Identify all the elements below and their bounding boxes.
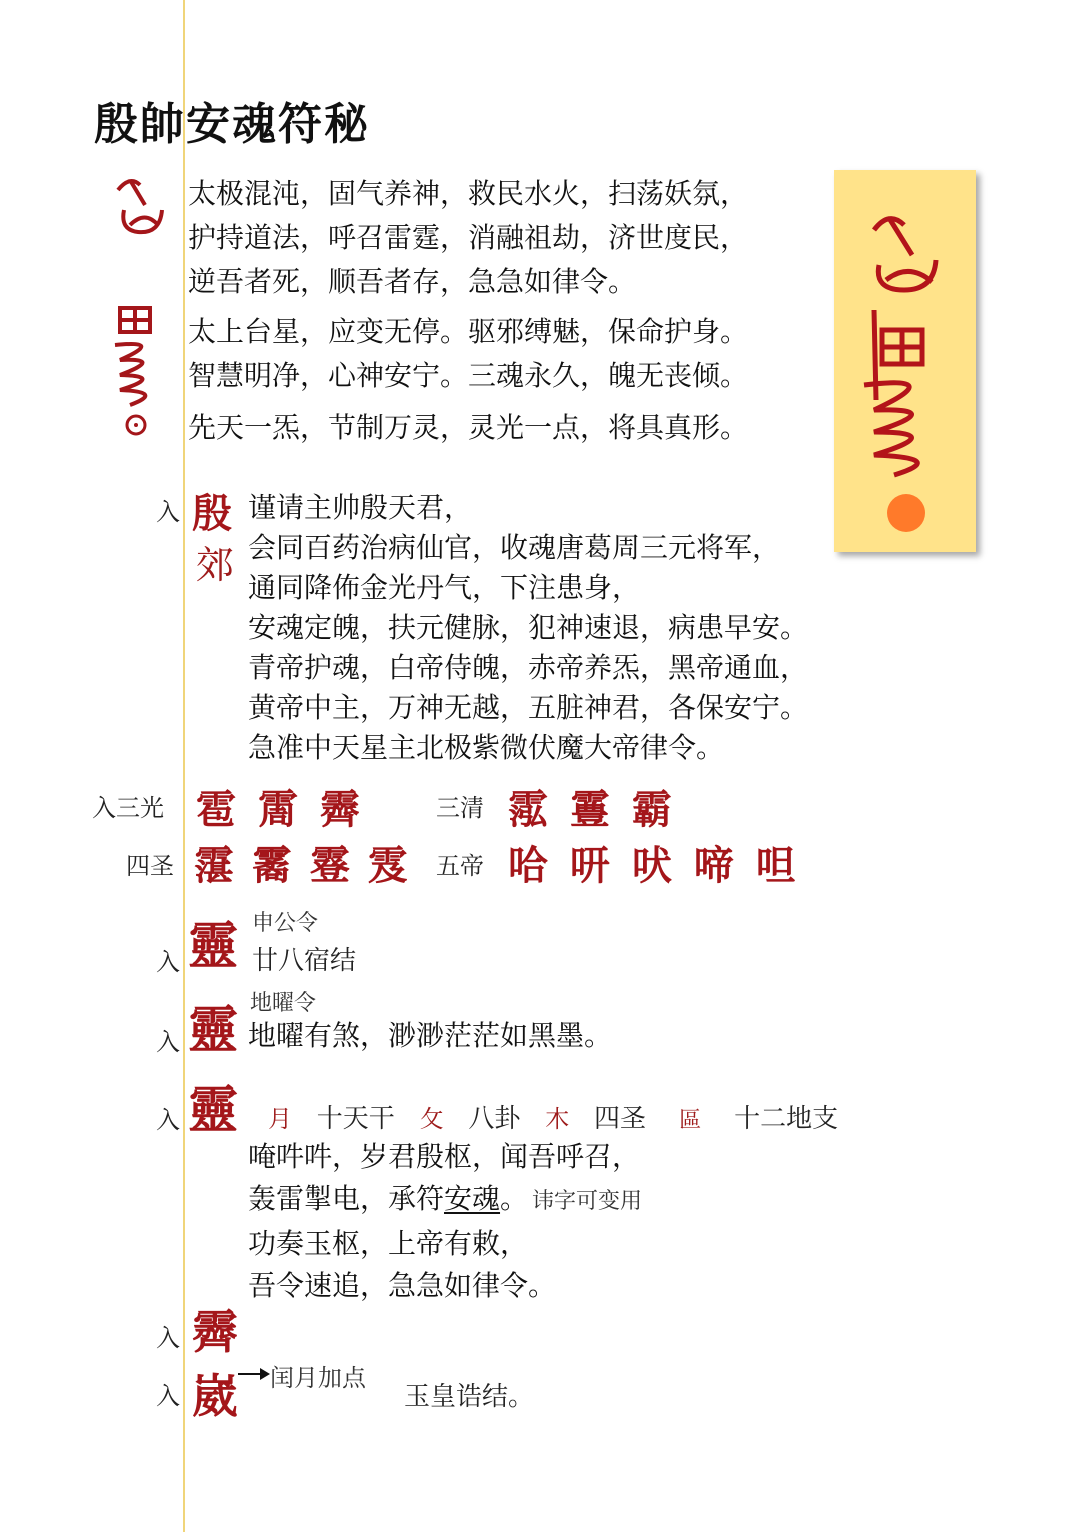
margin-line <box>183 0 185 1532</box>
third-line-2-post: 。 <box>500 1182 529 1215</box>
arrow-right-icon <box>238 1366 272 1382</box>
third-text <box>248 1136 642 1307</box>
sanqing-label: 三清 <box>436 794 484 822</box>
sanguang-label: 入三光 <box>92 794 164 822</box>
talisman-glyph-top-icon <box>110 170 170 250</box>
ru-marker: 入 <box>156 1106 180 1134</box>
shierdizhi-label: 十二地支 <box>734 1104 839 1134</box>
hui-note: 讳字可变用 <box>532 1189 643 1214</box>
ru-marker: 入 <box>156 498 180 526</box>
anhun-underlined: 安魂 <box>444 1182 501 1215</box>
verse-line: 太上台星，应变无停。驱邪缚魅，保命护身。 <box>188 315 749 348</box>
talisman-glyph-middle-icon <box>110 290 170 440</box>
verse-line: 智慧明净，心神安宁。三魂永久，魄无丧倾。 <box>188 359 749 392</box>
ru-marker: 入 <box>156 1028 180 1056</box>
page-title: 殷帥安魂符秘 <box>94 99 370 150</box>
wudi-label: 五帝 <box>436 852 484 880</box>
diyao-note: 地曜令 <box>250 991 317 1016</box>
seal-bottom-2: 崴 <box>192 1369 238 1423</box>
verse-block-2 <box>188 310 748 398</box>
verse-block-1 <box>188 172 748 304</box>
seal-ling-2: 靈 <box>188 1000 238 1059</box>
sisheng-label-2: 四圣 <box>594 1104 647 1134</box>
sisheng-chars: 霮 霱 霯 雭 <box>194 842 410 889</box>
sisheng-label: 四圣 <box>126 852 174 880</box>
invocation-line: 黄帝中主，万神无越，五脏神君，各保安宁。 <box>248 691 809 724</box>
ru-marker: 入 <box>156 1324 180 1352</box>
shen-text: 廿八宿结 <box>252 946 357 976</box>
third-line-2-pre: 轰雷掣电，承符 <box>248 1182 445 1215</box>
invocation-line: 通同降佈金光丹气，下注患身， <box>248 571 641 604</box>
yue-glyph: 月 <box>268 1105 292 1133</box>
verse-line: 护持道法，呼召雷霆，消融祖劫，济世度民， <box>188 221 749 254</box>
seal-jiao: 郊 <box>196 543 235 587</box>
glyph-c3: 區 <box>679 1108 702 1133</box>
invocation-text <box>248 488 808 768</box>
seal-ling-1: 靈 <box>188 916 238 975</box>
third-line: 唵吽吽，岁君殷枢，闻吾呼召， <box>248 1140 641 1173</box>
seal-bottom-1: 霽 <box>192 1305 238 1359</box>
sanqing-chars: 霐 霻 霸 <box>508 786 676 833</box>
sanguang-chars: 雹 霌 霽 <box>196 786 364 833</box>
talisman-panel <box>834 170 976 552</box>
ru-marker: 入 <box>156 948 180 976</box>
third-line: 吾令速追，急急如律令。 <box>248 1269 557 1302</box>
verse-line: 逆吾者死，顺吾者存，急急如律令。 <box>188 265 637 298</box>
invocation-line: 青帝护魂，白帝侍魄，赤帝养炁，黑帝通血， <box>248 651 809 684</box>
third-line: 功奏玉枢，上帝有敕， <box>248 1227 529 1260</box>
invocation-line: 安魂定魄，扶元健脉，犯神速退，病患早安。 <box>248 611 809 644</box>
third-row <box>268 1098 838 1135</box>
ru-marker: 入 <box>156 1382 180 1410</box>
yuhuang-text: 玉皇诰结。 <box>404 1382 535 1412</box>
invocation-line: 会同百药治病仙官，收魂唐葛周三元将军， <box>248 531 781 564</box>
invocation-line: 谨请主帅殷天君， <box>248 491 473 524</box>
wudi-chars: 哈 咞 吠 啼 呾 <box>508 842 800 889</box>
shen-note: 申公令 <box>252 911 319 936</box>
bagua-label: 八卦 <box>468 1104 521 1134</box>
glyph-c2: 木 <box>545 1105 570 1133</box>
seal-yin: 殷 <box>192 490 232 537</box>
invocation-line: 急准中天星主北极紫微伏魔大帝律令。 <box>248 731 725 764</box>
verse-line: 太极混沌，固气养神，救民水火，扫荡妖氛， <box>188 177 749 210</box>
third-line-2 <box>248 1178 642 1223</box>
seal-ling-3: 靈 <box>188 1080 238 1139</box>
diyao-text: 地曜有煞，渺渺茫茫如黑墨。 <box>248 1019 613 1052</box>
shitiangan-label: 十天干 <box>316 1104 395 1134</box>
glyph-c1: 攵 <box>419 1105 444 1133</box>
talisman-drawing-icon <box>834 170 976 552</box>
runyue-note: 闰月加点 <box>270 1364 366 1392</box>
verse-line-3: 先天一炁，节制万灵，灵光一点，将具真形。 <box>188 411 749 444</box>
